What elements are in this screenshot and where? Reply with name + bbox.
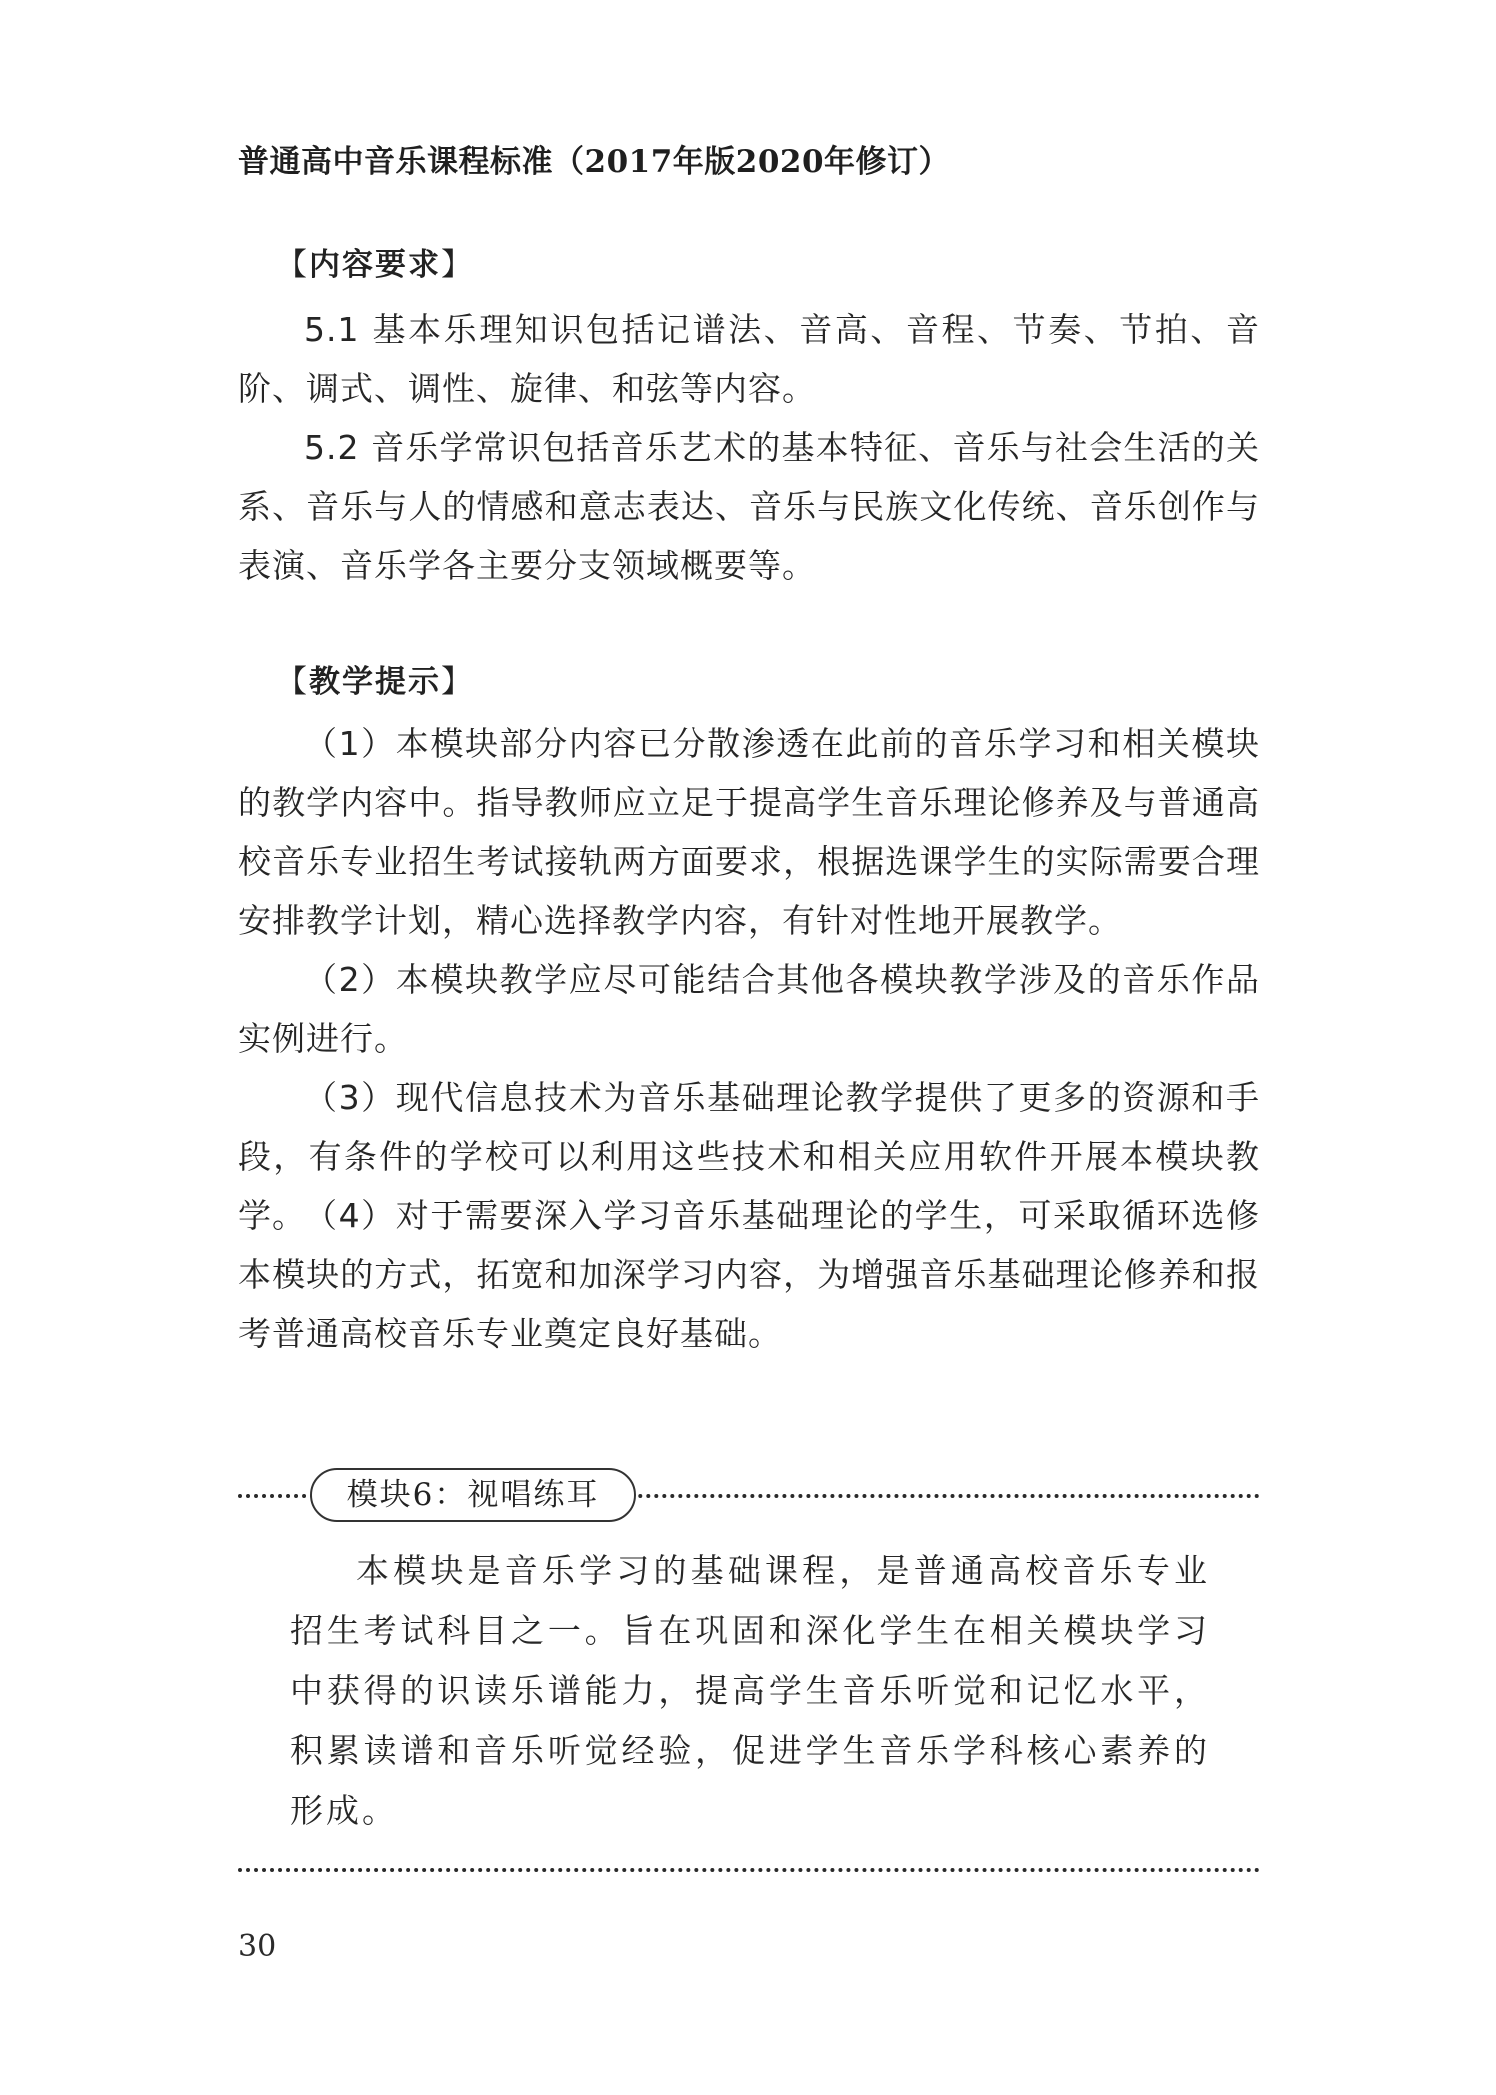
teaching-tip-4: （4）对于需要深入学习音乐基础理论的学生，可采取循环选修本模块的方式，拓宽和加深学习内容，为增强音乐基础理论修养和报考普通高校音乐专业奠定良好基础。 [238, 1196, 1260, 1353]
teaching-tips-heading [276, 656, 474, 701]
content-item-5-2: 5.2 音乐学常识包括音乐艺术的基本特征、音乐与社会生活的关系、音乐与人的情感和意志表达、音乐与民族文化传统、音乐创作与表演、音乐学各主要分支领域概要等。 [238, 428, 1260, 585]
module-description: 本模块是音乐学习的基础课程，是普通高校音乐专业招生考试科目之一。旨在巩固和深化学生在相关模块学习中获得的识读乐谱能力，提高学生音乐听觉和记忆水平，积累读谱和音乐听觉经验，促进学生音乐学科核心素养的形成。 [290, 1551, 1210, 1830]
heading-close-bracket: 】 [441, 664, 474, 700]
heading-label: 教学提示 [309, 664, 441, 700]
teaching-tip-3: （3）现代信息技术为音乐基础理论教学提供了更多的资源和手段，有条件的学校可以利用这些技术和相关应用软件开展本模块教学。 [238, 1078, 1260, 1235]
module-6-tab: 模块6：视唱练耳 [310, 1468, 636, 1522]
heading-open-bracket: 【 [276, 247, 309, 283]
page-number: 30 [238, 1929, 277, 1964]
teaching-tip-1: （1）本模块部分内容已分散渗透在此前的音乐学习和相关模块的教学内容中。指导教师应立足于提高学生音乐理论修养及与普通高校音乐专业招生考试接轨两方面要求，根据选课学生的实际需要合理安排教学计划，精心选择教学内容，有针对性地开展教学。 [238, 724, 1260, 940]
running-header-title: 普通高中音乐课程标准（2017年版2020年修订） [238, 144, 951, 180]
content-item-5-1: 5.1 基本乐理知识包括记谱法、音高、音程、节奏、节拍、音阶、调式、调性、旋律、和弦等内容。 [238, 310, 1260, 408]
heading-open-bracket: 【 [276, 664, 309, 700]
module-bottom-dotted-rule [238, 1868, 1260, 1872]
content-requirements-heading [276, 239, 474, 284]
heading-label: 内容要求 [309, 247, 441, 283]
heading-close-bracket: 】 [441, 247, 474, 283]
teaching-tip-2: （2）本模块教学应尽可能结合其他各模块教学涉及的音乐作品实例进行。 [238, 960, 1260, 1058]
